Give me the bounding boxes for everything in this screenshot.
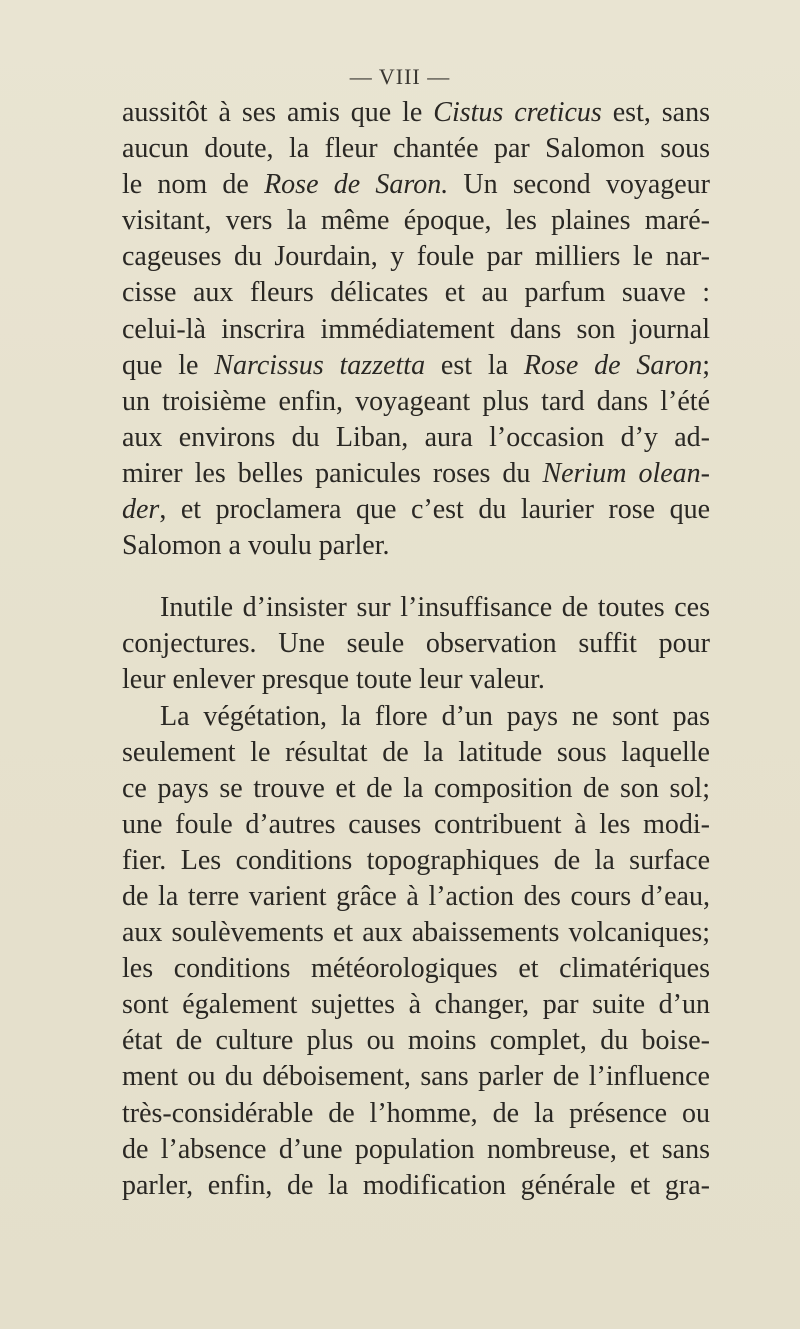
text-line: une foule d’autres causes contribuent à les modi- (122, 808, 710, 840)
text-line: Inutile d’insister sur l’insuffisance de toutes ces (160, 592, 710, 624)
text-line: seulement le résultat de la latitude sous laquelle (122, 736, 710, 768)
text-line: sont également sujettes à changer, par suite d’un (122, 989, 710, 1021)
text-line: parler, enfin, de la modification générale et gra- (122, 1169, 710, 1201)
text-line: de l’absence d’une population nombreuse, et sans (122, 1133, 710, 1165)
text-line: de la terre varient grâce à l’action des cours d’eau, (122, 880, 710, 912)
text-line: état de culture plus ou moins complet, du boise- (122, 1025, 710, 1057)
text-line: conjectures. Une seule observation suffit pour (122, 628, 710, 660)
text-line: le nom de Rose de Saron. Un second voyageur (122, 169, 710, 201)
text-line: Salomon a voulu parler. (122, 530, 390, 562)
paragraph-3 (122, 699, 710, 1204)
text-line: cisse aux fleurs délicates et au parfum suave : (122, 277, 710, 309)
text-line: ment ou du déboisement, sans parler de l’influence (122, 1061, 710, 1093)
text-line: der, et proclamera que c’est du laurier rose que (122, 494, 710, 526)
text-line: fier. Les conditions topographiques de la surface (122, 844, 710, 876)
text-line: que le Narcissus tazzetta est la Rose de Saron; (122, 349, 710, 381)
page-number: — VIII — (349, 64, 451, 89)
text-line: visitant, vers la même époque, les plaines maré- (122, 205, 710, 237)
text-line: celui-là inscrira immédiatement dans son journal (122, 313, 710, 345)
text-line: aucun doute, la fleur chantée par Salomon sous (122, 133, 710, 165)
text-line: un troisième enfin, voyageant plus tard dans l’été (122, 385, 710, 417)
body-text (122, 95, 710, 1204)
text-line: cageuses du Jourdain, y foule par milliers le nar- (122, 241, 710, 273)
text-line: mirer les belles panicules roses du Nerium olean- (122, 457, 711, 489)
paragraph-2 (122, 590, 710, 698)
text-line: La végétation, la flore d’un pays ne sont pas (160, 700, 710, 732)
text-line: leur enlever presque toute leur valeur. (122, 664, 545, 696)
paragraph-1 (122, 95, 710, 564)
text-line: aux soulèvements et aux abaissements volcaniques; (122, 917, 710, 949)
text-line: très-considérable de l’homme, de la présence ou (122, 1097, 710, 1129)
text-line: aussitôt à ses amis que le Cistus creticus est, sans (122, 97, 710, 128)
text-line: les conditions météorologiques et climatériques (122, 953, 710, 985)
text-line: ce pays se trouve et de la composition de son sol; (122, 772, 710, 804)
text-line: aux environs du Liban, aura l’occasion d’y ad- (122, 421, 710, 453)
